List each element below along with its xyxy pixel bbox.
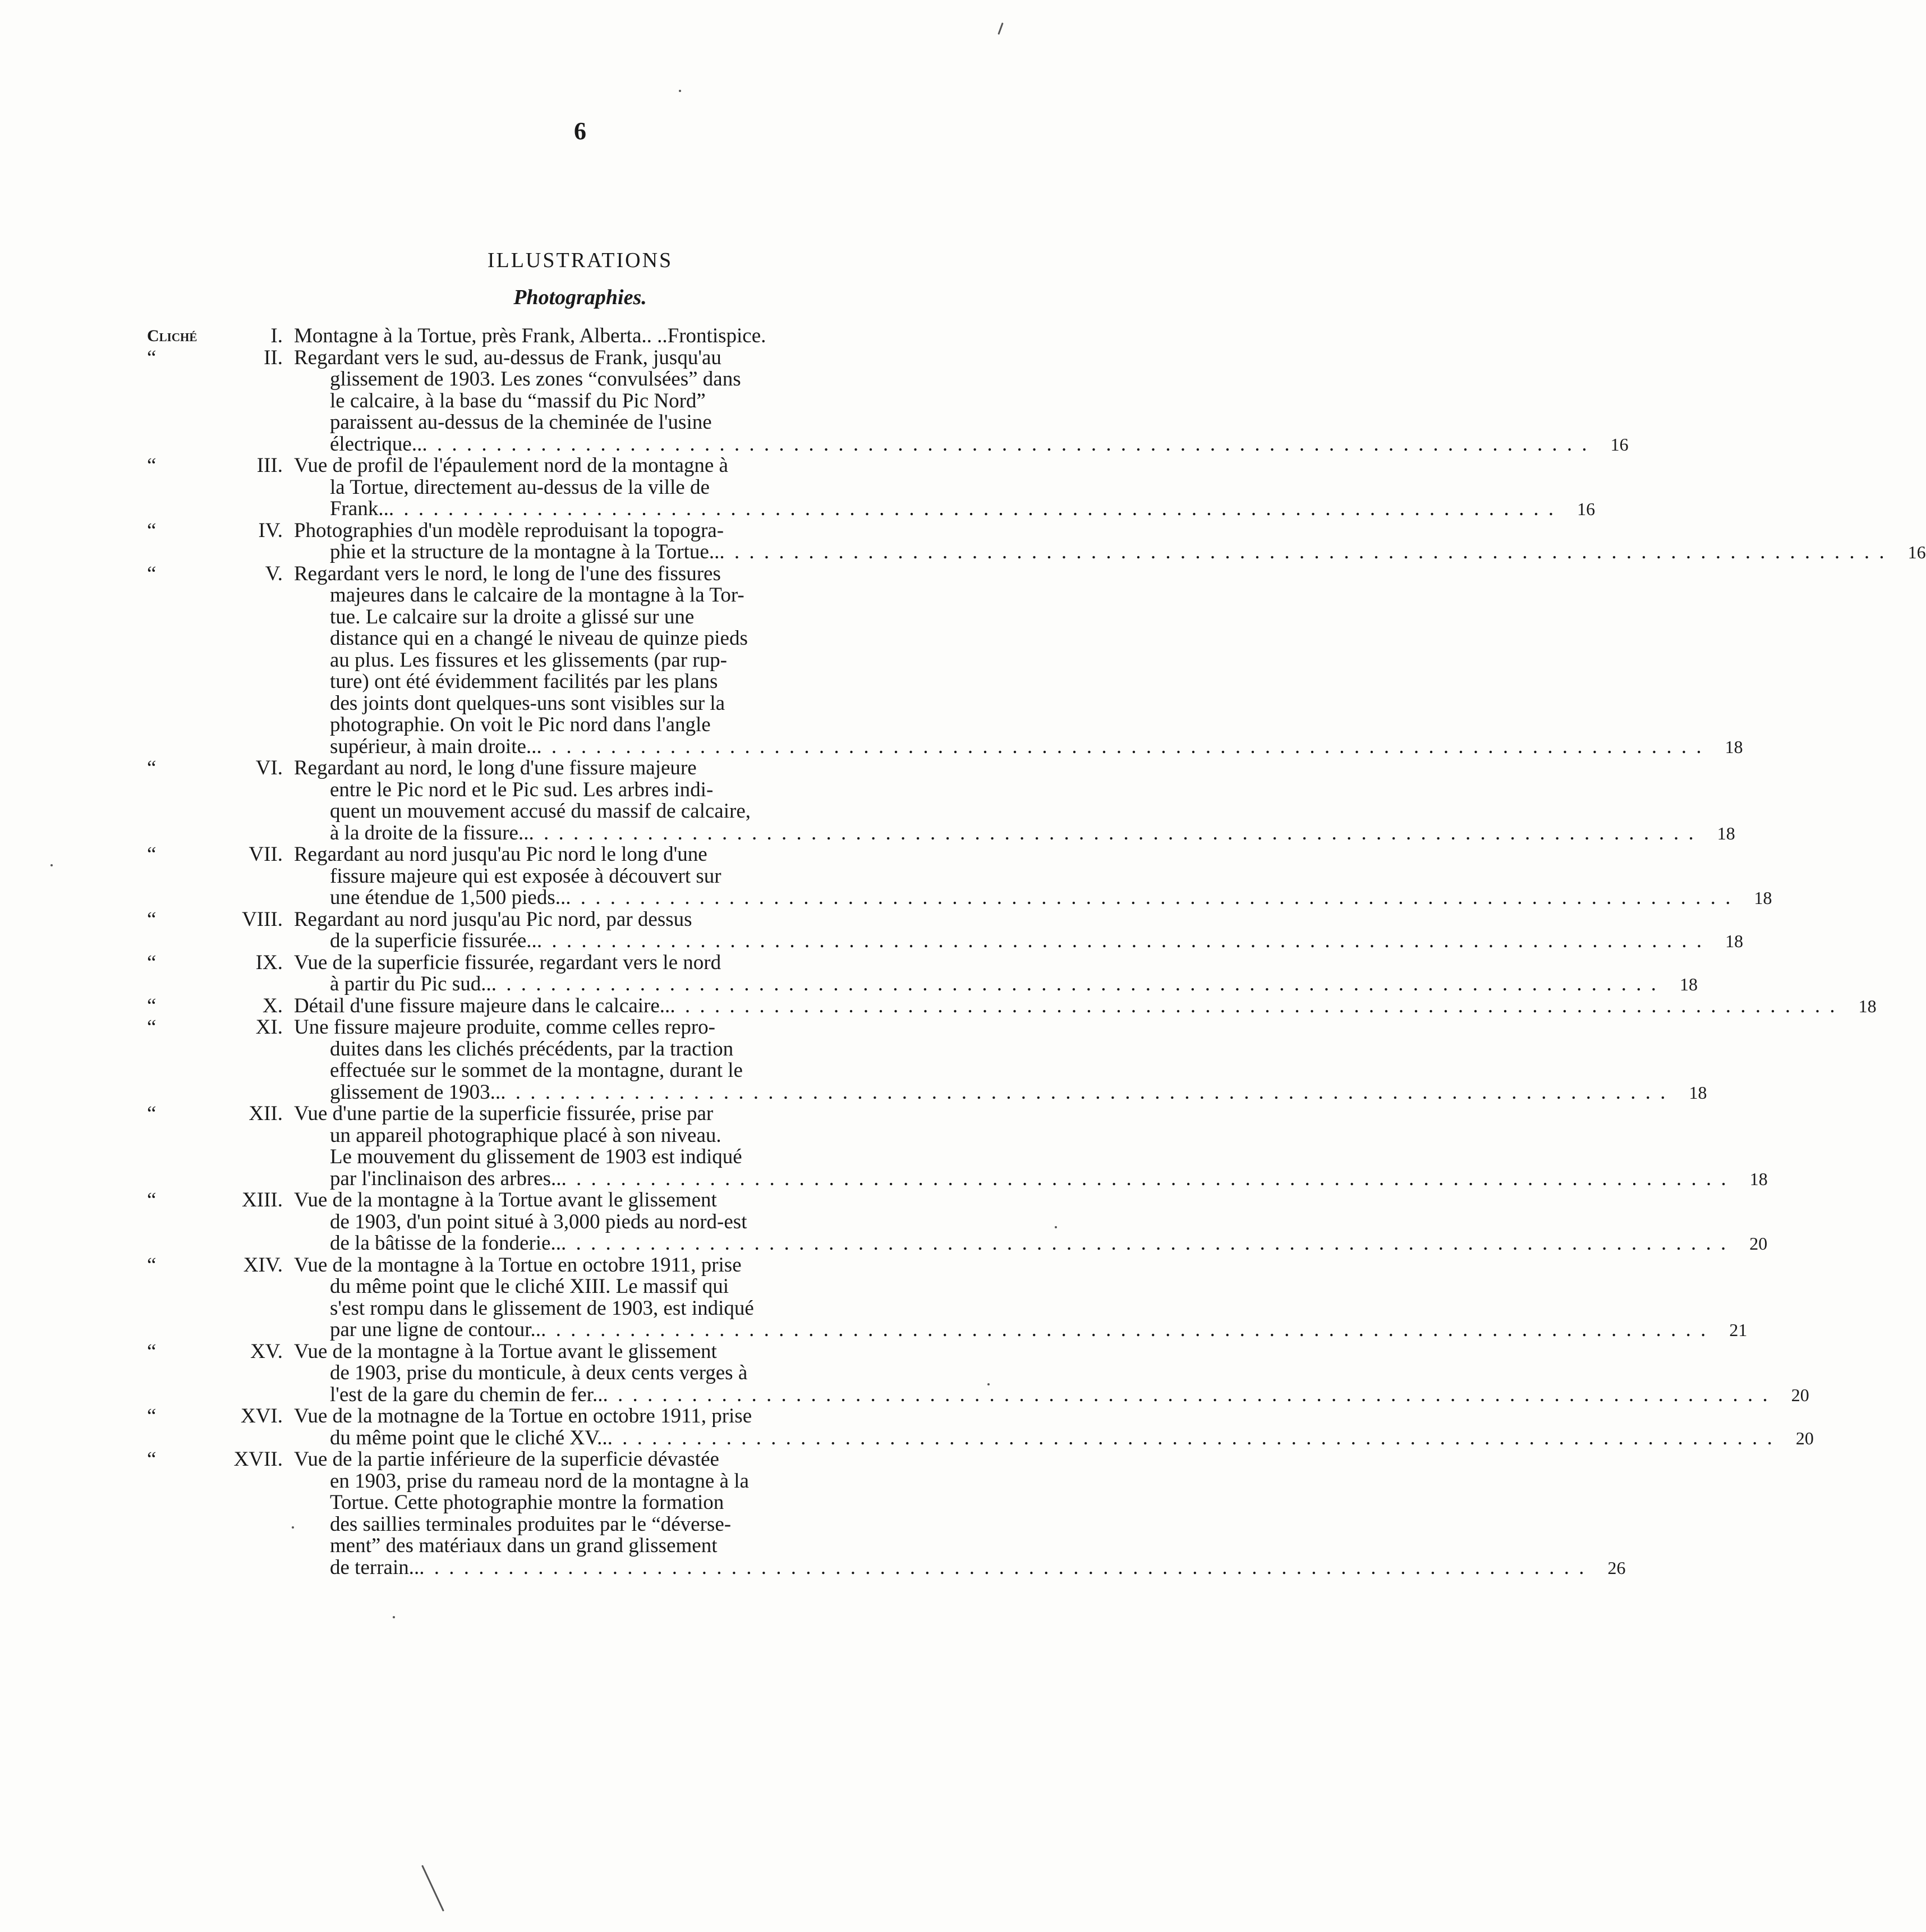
entry-line-text: par une ligne de contour.. (330, 1318, 541, 1341)
entry-description (294, 1103, 1729, 1190)
entry-line: Vue de la partie inférieure de la superficie dévastée (294, 1448, 719, 1471)
illustration-entry (147, 994, 1877, 1017)
entry-number: II. (264, 346, 283, 369)
entry-line: des saillies terminales produites par le “déverse- (330, 1512, 732, 1536)
entry-line: Vue de la motnagne de la Tortue en octobre 1911, prise (294, 1405, 752, 1428)
illustration-entry (147, 907, 1744, 952)
dot-leader (541, 1319, 1708, 1341)
entry-label: “ (147, 1102, 157, 1125)
entry-line: tue. Le calcaire sur la droite a glissé sur une (330, 605, 695, 628)
entry-description (294, 995, 1837, 1017)
entry-description (294, 1449, 1586, 1578)
entry-line-last (294, 1557, 1586, 1579)
dot-leader (670, 995, 1837, 1017)
entry-line-text: une étendue de 1,500 pieds.. (330, 886, 566, 909)
entry-description (294, 1190, 1728, 1255)
entry-line: ture) ont été évidemment facilités par les plans (330, 670, 718, 693)
entry-line-last (294, 930, 1704, 952)
entry-line: glissement de 1903. Les zones “convulsées” dans (330, 368, 741, 391)
entry-line: Montagne à la Tortue, près Frank, Alberta.. ..Frontispice. (294, 324, 766, 347)
illustration-entry (147, 1405, 1814, 1449)
entry-line: un appareil photographique placé à son niveau. (330, 1123, 721, 1147)
entry-label: “ (147, 1405, 157, 1428)
entry-line: Vue de la superficie fissurée, regardant vers le nord (294, 951, 721, 974)
entry-label: “ (147, 454, 157, 477)
page-subtitle: Photographies. (513, 286, 647, 309)
scan-speck (50, 864, 53, 866)
illustration-entry (147, 951, 1698, 995)
entry-page: 26 (1607, 1557, 1626, 1578)
entry-line-last (294, 1233, 1728, 1255)
entry-page: 18 (1679, 974, 1698, 994)
entry-number: XIV. (243, 1253, 283, 1277)
entry-label: “ (147, 756, 157, 779)
entry-line: Vue de profil de l'épaulement nord de la montagne à (294, 454, 728, 477)
entry-line: Regardant vers le sud, au-dessus de Frank, jusqu'au (294, 346, 721, 369)
entry-line: distance qui en a changé le niveau de quinze pieds (330, 627, 748, 650)
entry-number: VII. (249, 843, 283, 866)
entry-number: IX. (255, 951, 283, 974)
entry-line: Regardant au nord jusqu'au Pic nord le long d'une (294, 843, 707, 866)
entry-description (294, 1341, 1770, 1406)
entry-line: au plus. Les fissures et les glissements (par rup- (330, 648, 727, 672)
entry-number: XVI. (240, 1405, 283, 1428)
entry-number: I. (270, 324, 283, 347)
entry-line-last (294, 541, 1887, 563)
illustration-entry (147, 1339, 1809, 1406)
scan-speck (1055, 1226, 1057, 1228)
entry-line-last (294, 736, 1704, 758)
illustration-entry (147, 346, 1629, 456)
scan-speck (393, 1616, 395, 1618)
entry-page: 21 (1729, 1320, 1748, 1340)
dot-leader (419, 1557, 1586, 1579)
dot-leader (719, 541, 1886, 563)
entry-line-last (294, 823, 1696, 845)
illustration-entry (147, 756, 1735, 845)
entry-number: XI. (255, 1016, 283, 1039)
entry-line-text: l'est de la gare du chemin de fer.. (330, 1383, 603, 1406)
entry-page: 18 (1749, 1168, 1768, 1189)
entry-line: ment” des matériaux dans un grand glissement (330, 1534, 718, 1557)
entry-line: duites dans les clichés précédents, par la traction (330, 1037, 734, 1061)
entry-label: “ (147, 907, 157, 931)
entry-description (294, 844, 1733, 909)
entry-description (294, 1255, 1708, 1341)
entry-label: “ (147, 1253, 157, 1277)
dot-leader (389, 498, 1556, 520)
entry-page: 20 (1749, 1233, 1768, 1254)
scan-speck (421, 1865, 444, 1912)
entry-line-text: Frank.. (330, 497, 389, 520)
entry-page: 18 (1858, 995, 1877, 1016)
entry-line-text: par l'inclinaison des arbres.. (330, 1167, 562, 1190)
entry-line-text: du même point que le cliché XV.. (330, 1426, 608, 1449)
entry-line: des joints dont quelques-uns sont visibles sur la (330, 691, 725, 715)
entry-label: “ (147, 1016, 157, 1039)
entry-line: en 1903, prise du rameau nord de la montagne à la (330, 1469, 749, 1493)
entry-line: Regardant au nord, le long d'une fissure majeure (294, 756, 697, 779)
scan-speck (987, 1383, 990, 1385)
entry-line: effectuée sur le sommet de la montagne, durant le (330, 1059, 743, 1082)
entry-line: s'est rompu dans le glissement de 1903, est indiqué (330, 1296, 754, 1320)
entry-line: le calcaire, à la base du “massif du Pic Nord” (330, 389, 706, 412)
entry-number: VIII. (242, 907, 283, 931)
page-title: ILLUSTRATIONS (487, 249, 673, 272)
entry-label: “ (147, 1448, 157, 1471)
illustrations-list (147, 324, 1926, 1579)
entry-line: de 1903, prise du monticule, à deux cents verges à (330, 1361, 748, 1384)
dot-leader (536, 736, 1703, 758)
entry-page: 16 (1577, 499, 1596, 519)
entry-line: majeures dans le calcaire de la montagne à la Tor- (330, 584, 744, 607)
entry-description (294, 1406, 1775, 1449)
entry-line: paraissent au-dessus de la cheminée de l'usine (330, 411, 712, 434)
entry-description (294, 952, 1658, 995)
entry-line-text: de la bâtisse de la fonderie.. (330, 1232, 561, 1255)
entry-line: Vue d'une partie de la superficie fissurée, prise par (294, 1102, 714, 1125)
dot-leader (608, 1428, 1775, 1449)
dot-leader (603, 1384, 1769, 1406)
entry-description (294, 520, 1887, 563)
entry-line: du même point que le cliché XIII. Le massif qui (330, 1275, 729, 1298)
scan-speck (292, 1526, 294, 1529)
dot-leader (528, 823, 1695, 845)
illustration-entry (147, 454, 1596, 520)
entry-line: Tortue. Cette photographie montre la formation (330, 1491, 724, 1514)
illustration-entry (147, 1448, 1626, 1579)
entry-line-text: phie et la structure de la montagne à la Tortue.. (330, 540, 720, 563)
entry-line-last (294, 1428, 1775, 1449)
entry-line-last (294, 995, 1837, 1017)
entry-line: Regardant vers le nord, le long de l'une des fissures (294, 562, 721, 585)
entry-label: “ (147, 951, 157, 974)
illustration-entry (147, 1102, 1768, 1190)
entry-number: IV. (258, 518, 283, 542)
entry-number: X. (263, 994, 283, 1017)
entry-label: “ (147, 346, 157, 369)
dot-leader (562, 1168, 1729, 1190)
entry-label: “ (147, 1188, 157, 1211)
entry-page: 18 (1689, 1082, 1707, 1103)
dot-leader (566, 887, 1732, 909)
entry-line-text: Détail d'une fissure majeure dans le calcaire.. (294, 994, 670, 1017)
entry-line: fissure majeure qui est exposée à découvert sur (330, 864, 721, 888)
illustration-entry (147, 843, 1772, 909)
entry-number: XIII. (242, 1188, 283, 1211)
illustration-entry (147, 562, 1743, 758)
entry-line: Vue de la montagne à la Tortue en octobre 1911, prise (294, 1253, 742, 1277)
illustration-entry (147, 1188, 1768, 1255)
entry-number: XVII. (233, 1448, 283, 1471)
entry-line: entre le Pic nord et le Pic sud. Les arbres indi- (330, 778, 714, 801)
entry-label: “ (147, 994, 157, 1017)
scan-speck (998, 22, 1003, 35)
scan-speck (679, 90, 681, 92)
entry-line-last (294, 1319, 1708, 1341)
entry-line-last (294, 887, 1733, 909)
dot-leader (422, 434, 1589, 456)
entry-line: photographie. On voit le Pic nord dans l'angle (330, 713, 711, 736)
entry-page: 18 (1725, 931, 1744, 951)
dot-leader (537, 930, 1704, 952)
entry-line: Photographies d'un modèle reproduisant la topogra- (294, 518, 724, 542)
entry-page: 16 (1610, 434, 1629, 455)
entry-line-text: électrique.. (330, 432, 422, 456)
illustration-entry (147, 1016, 1707, 1104)
entry-page: 18 (1754, 888, 1772, 908)
entry-label: “ (147, 518, 157, 542)
entry-line-last (294, 1384, 1770, 1406)
entry-page: 18 (1717, 823, 1735, 843)
entry-label: Cliché (147, 327, 197, 345)
entry-number: VI. (255, 756, 283, 779)
entry-line: Vue de la montagne à la Tortue avant le glissement (294, 1339, 717, 1363)
entry-line: Vue de la montagne à la Tortue avant le glissement (294, 1188, 717, 1211)
entry-line-last (294, 498, 1556, 520)
entry-line-text: supérieur, à main droite.. (330, 735, 537, 758)
entry-line-last (294, 1168, 1729, 1190)
page-number: 6 (574, 117, 586, 145)
entry-line-last (294, 1082, 1667, 1104)
entry-number: V. (265, 562, 283, 585)
entry-description (294, 325, 966, 347)
illustration-entry (147, 325, 1005, 347)
entry-page: 20 (1791, 1384, 1809, 1405)
entry-line-text: de terrain.. (330, 1555, 420, 1579)
entry-page: 18 (1725, 736, 1743, 757)
entry-page: 20 (1795, 1428, 1814, 1448)
entry-line-text: de la superficie fissurée.. (330, 929, 537, 952)
entry-number: XII. (249, 1102, 283, 1125)
entry-line-text: à partir du Pic sud.. (330, 972, 491, 995)
entry-line: quent un mouvement accusé du massif de calcaire, (330, 800, 751, 823)
entry-line-text: glissement de 1903.. (330, 1080, 501, 1104)
dot-leader (491, 974, 1658, 995)
entry-line-last (294, 974, 1658, 995)
entry-label: “ (147, 1339, 157, 1363)
entry-line: Le mouvement du glissement de 1903 est indiqué (330, 1145, 742, 1168)
entry-number: III. (256, 454, 283, 477)
entry-line-text: à la droite de la fissure.. (330, 821, 529, 845)
entry-description (294, 1017, 1667, 1103)
entry-line: Regardant au nord jusqu'au Pic nord, par dessus (294, 907, 692, 931)
illustration-entry (147, 518, 1926, 563)
entry-description (294, 909, 1704, 952)
illustration-entry (147, 1253, 1748, 1341)
entry-number: XV. (250, 1339, 283, 1363)
entry-line-last (294, 434, 1589, 456)
dot-leader (561, 1233, 1728, 1255)
entry-line: la Tortue, directement au-dessus de la ville de (330, 475, 710, 499)
entry-label: “ (147, 562, 157, 585)
entry-line: de 1903, d'un point situé à 3,000 pieds au nord-est (330, 1210, 747, 1233)
dot-leader (500, 1082, 1667, 1104)
entry-description (294, 563, 1704, 758)
entry-page: 16 (1907, 542, 1926, 562)
entry-label: “ (147, 843, 157, 866)
entry-description (294, 758, 1696, 844)
entry-description (294, 455, 1556, 520)
entry-description (294, 347, 1589, 456)
entry-line: Une fissure majeure produite, comme celles repro- (294, 1016, 716, 1039)
